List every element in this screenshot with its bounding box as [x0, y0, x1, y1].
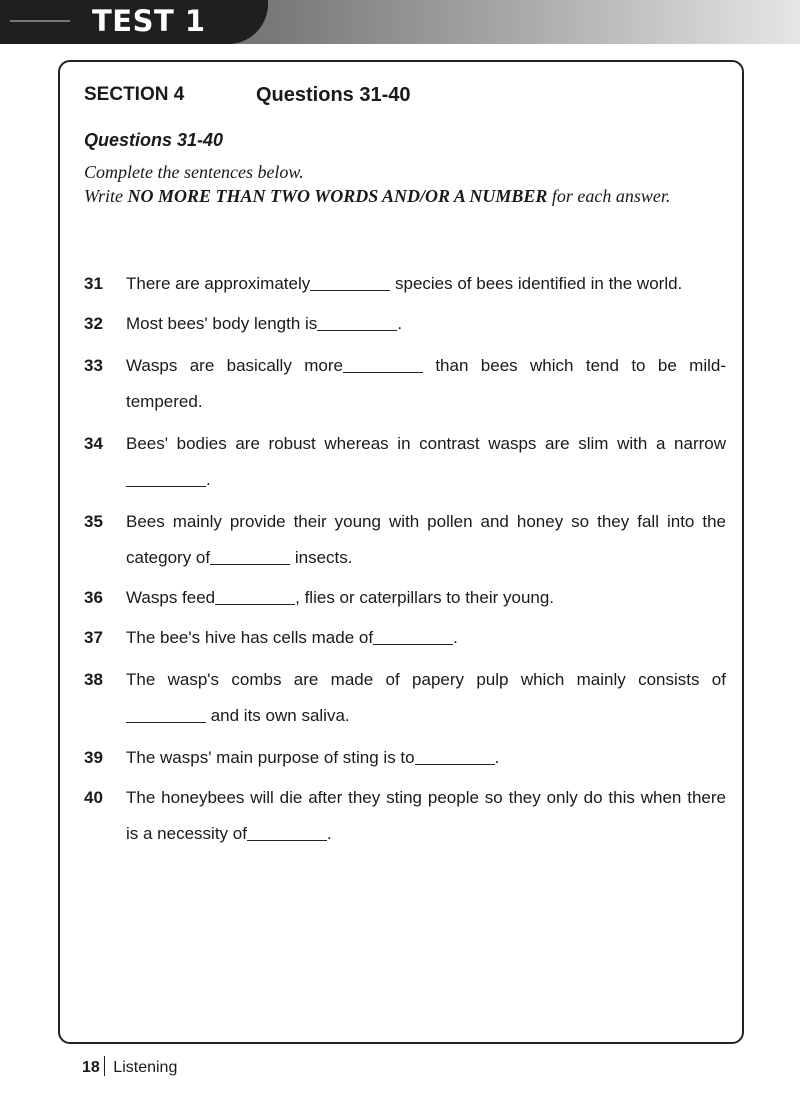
question-text-after: , flies or caterpillars to their young.	[295, 588, 555, 607]
answer-blank-40[interactable]	[247, 824, 327, 841]
question-number: 35	[84, 512, 103, 531]
answer-blank-36[interactable]	[215, 588, 295, 605]
answer-blank-39[interactable]	[415, 748, 495, 765]
section-label: SECTION 4	[84, 84, 185, 105]
question-text-before: The honeybees will die after they sting people so they only do this when there is a necessity of	[126, 788, 726, 843]
instructions	[84, 160, 730, 208]
question-38	[84, 662, 730, 734]
question-number: 34	[84, 434, 103, 453]
question-number: 39	[84, 748, 103, 767]
question-35	[84, 504, 730, 576]
question-text	[126, 266, 726, 302]
footer-section: Listening	[113, 1059, 178, 1076]
question-text-before: Bees mainly provide their young with pollen and honey so they fall into the category of	[126, 512, 726, 567]
question-text	[126, 504, 726, 576]
questions-range-heading: Questions 31-40	[256, 84, 411, 106]
question-text	[126, 620, 726, 656]
test-tab	[0, 0, 268, 44]
question-text	[126, 348, 726, 420]
question-text-after: insects.	[290, 548, 353, 567]
footer-divider	[104, 1056, 106, 1076]
question-text-after: .	[494, 748, 500, 767]
question-34	[84, 426, 730, 498]
question-number: 36	[84, 588, 103, 607]
answer-blank-38[interactable]	[126, 706, 206, 723]
question-31	[84, 266, 730, 302]
page-number: 18	[82, 1059, 100, 1076]
question-text-after: .	[453, 628, 458, 647]
instruction-write: Write	[84, 186, 123, 206]
instruction-end: for each answer.	[551, 186, 671, 206]
task-title: Questions 31-40	[84, 130, 224, 150]
instruction-line-1: Complete the sentences below.	[84, 162, 304, 182]
question-number: 33	[84, 356, 103, 375]
answer-blank-33[interactable]	[343, 356, 423, 373]
question-37	[84, 620, 730, 656]
question-text-after: than bees which tend to be mild-tempered.	[126, 356, 726, 411]
question-number: 40	[84, 788, 103, 807]
decorative-line	[10, 20, 70, 22]
question-text	[126, 662, 726, 734]
question-text-after: and its own saliva.	[206, 706, 350, 725]
question-text-before: There are approximately	[126, 274, 311, 293]
question-33	[84, 348, 730, 420]
question-number: 38	[84, 670, 103, 689]
question-39	[84, 740, 730, 776]
question-text-before: The wasp's combs are made of papery pulp which mainly consists of	[126, 670, 726, 689]
question-text-after: .	[397, 314, 403, 333]
page-footer	[82, 1056, 177, 1077]
question-text-after: .	[206, 470, 211, 489]
question-text-before: Bees' bodies are robust whereas in contrast wasps are slim with a narrow	[126, 434, 726, 453]
question-text-before: Most bees' body length is	[126, 314, 318, 333]
question-text-before: The wasps' main purpose of sting is to	[126, 748, 415, 767]
question-text	[126, 306, 726, 342]
answer-blank-32[interactable]	[317, 314, 397, 331]
answer-blank-35[interactable]	[210, 548, 290, 565]
test-label: TEST 1	[92, 4, 206, 38]
instruction-line-2	[84, 184, 730, 208]
question-text	[126, 580, 726, 616]
question-text-before: Wasps are basically more	[126, 356, 343, 375]
question-text-before: Wasps feed	[126, 588, 216, 607]
question-text	[126, 780, 726, 852]
answer-blank-34[interactable]	[126, 470, 206, 487]
answer-blank-37[interactable]	[373, 628, 453, 645]
answer-blank-31[interactable]	[310, 274, 390, 291]
question-text-after: species of bees identified in the world.	[390, 274, 683, 293]
question-text-after: .	[326, 824, 332, 843]
question-text-before: The bee's hive has cells made of	[126, 628, 374, 647]
instruction-bold: NO MORE THAN TWO WORDS AND/OR A NUMBER	[127, 186, 548, 206]
question-text	[126, 740, 726, 776]
question-36	[84, 580, 730, 616]
question-number: 37	[84, 628, 103, 647]
question-32	[84, 306, 730, 342]
question-40	[84, 780, 730, 852]
question-number: 32	[84, 314, 103, 333]
question-number: 31	[84, 274, 103, 293]
question-text	[126, 426, 726, 498]
